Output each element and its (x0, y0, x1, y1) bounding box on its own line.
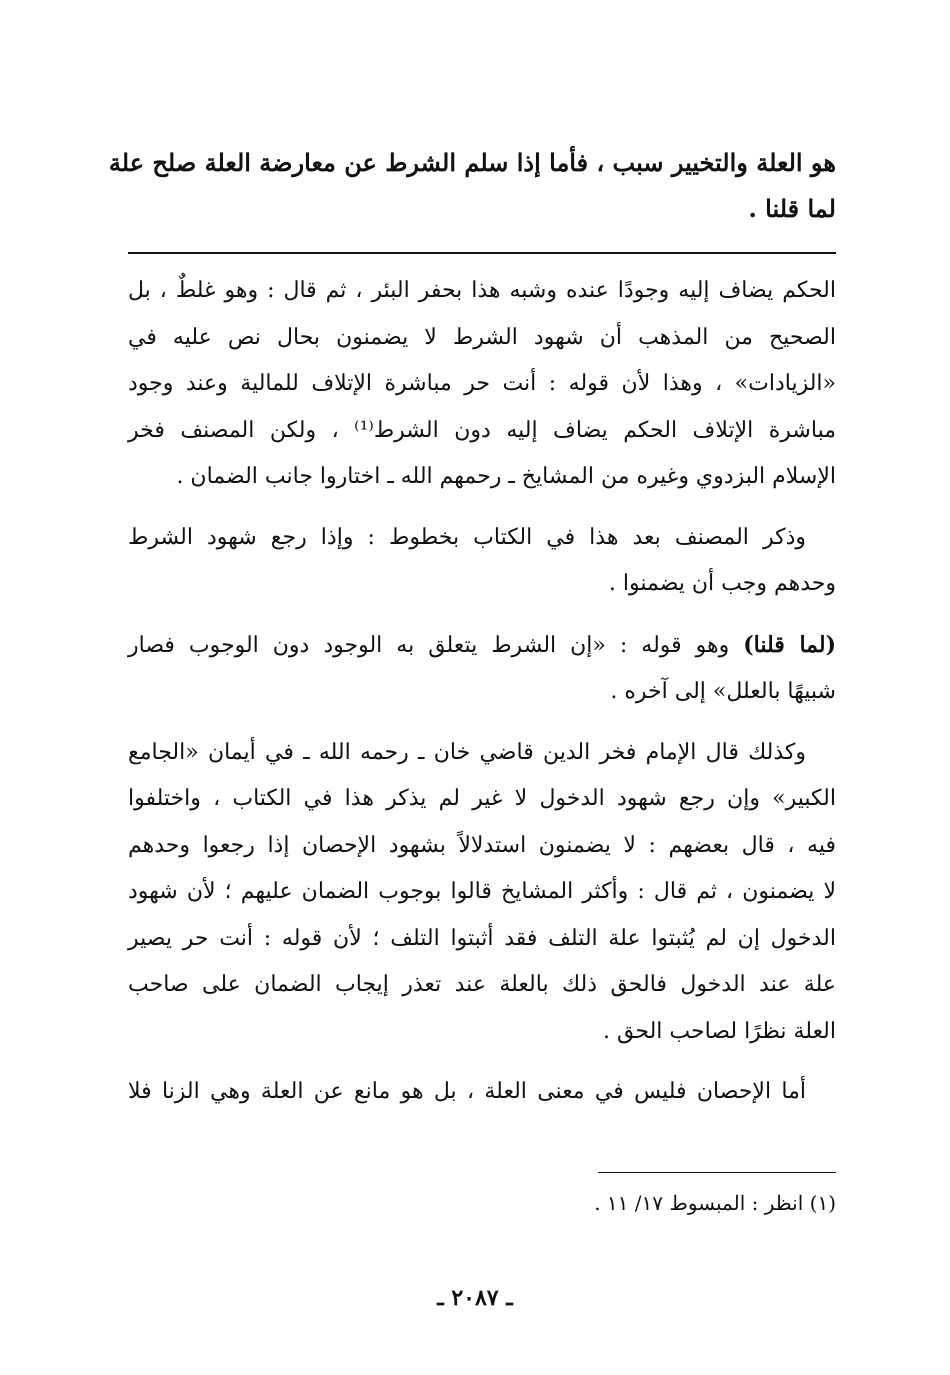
matn-line: لما قلنا . (748, 194, 836, 223)
footnote-separator (598, 1172, 836, 1173)
text-line: وحدهم وجب أن يضمنوا . (608, 571, 836, 596)
page-number: ـ ٢٠٨٧ ـ (437, 1285, 513, 1311)
text-line: مباشرة الإتلاف الحكم يضاف إليه دون الشرط⁽¹⁾ ، ولكن المصنف فخر (128, 417, 836, 443)
text-line: الدخول إن لم يُثبتوا علة التلف فقد أثبتوا التلف ؛ لأن قوله : أنت حر يصير (128, 925, 836, 951)
page-body (108, 140, 836, 1130)
text-line: لا يضمنون ، ثم قال : وأكثر المشايخ قالوا بوجوب الضمان عليهم ؛ لأن شهود (128, 879, 836, 904)
commentary-text (128, 268, 836, 1116)
paragraph (128, 268, 836, 501)
text-line: أما الإحصان فليس في معنى العلة ، بل هو مانع عن العلة وهي الزنا فلا (128, 1079, 806, 1104)
text-line: الإسلام البزدوي وغيره من المشايخ ـ رحمهم الله ـ اختاروا جانب الضمان . (176, 464, 836, 489)
paragraph (128, 622, 836, 716)
footnote: (١) انظر : المبسوط ١٧/ ١١ . (594, 1191, 836, 1215)
matn-text (108, 140, 836, 232)
paragraph (128, 730, 836, 1056)
text-line: شبيهًا بالعلل» إلى آخره . (610, 679, 836, 704)
text-line: الحكم يضاف إليه وجودًا عنده وشبه هذا بحفر البئر ، ثم قال : وهو غلطٌ ، بل (128, 278, 836, 303)
matn-line: هو العلة والتخيير سبب ، فأما إذا سلم الشرط عن معارضة العلة صلح علة (108, 148, 836, 177)
matn-separator (128, 252, 836, 254)
quoted-lemma: (لما قلنا) (743, 631, 836, 658)
text-line: العلة نظرًا لصاحب الحق . (603, 1018, 836, 1044)
paragraph (128, 515, 836, 608)
text-line: علة عند الدخول فالحق ذلك بالعلة عند تعذر إيجاب الضمان على صاحب (128, 972, 836, 997)
text-line: الصحيح من المذهب أن شهود الشرط لا يضمنون بحال نص عليه في (128, 324, 836, 350)
text-line (128, 622, 836, 670)
text-line: الكبير» وإن رجع شهود الدخول لا غير لم يذكر هذا في الكتاب ، واختلفوا (128, 786, 836, 811)
text-line: وذكر المصنف بعد هذا في الكتاب بخطوط : وإذا رجع شهود الشرط (128, 524, 806, 550)
paragraph (128, 1069, 836, 1116)
text-line: فيه ، قال بعضهم : لا يضمنون استدلالاً بشهود الإحصان إذا رجعوا وحدهم (128, 832, 836, 858)
text-segment: وهو قوله : «إن الشرط يتعلق به الوجود دون الوجوب فصار (128, 632, 744, 658)
text-line: وكذلك قال الإمام فخر الدين قاضي خان ـ رحمه الله ـ في أيمان «الجامع (128, 739, 806, 765)
text-line: «الزيادات» ، وهذا لأن قوله : أنت حر مباشرة الإتلاف للمالية وعند وجود (128, 371, 836, 396)
